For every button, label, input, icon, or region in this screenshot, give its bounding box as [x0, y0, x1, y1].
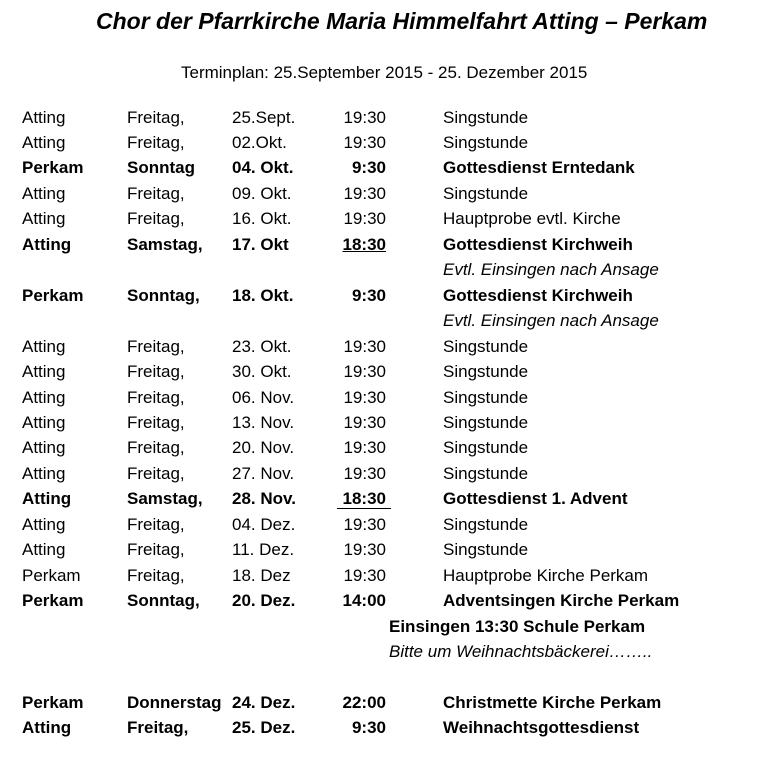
row-event: Singstunde	[443, 438, 529, 457]
row-place: Atting	[22, 108, 66, 127]
row-event: Adventsingen Kirche Perkam	[443, 591, 680, 610]
row-date: 17. Okt	[232, 235, 289, 254]
schedule-subtitle: Terminplan: 25.September 2015 - 25. Dezember 2015	[181, 63, 588, 82]
row-time: 19:30	[343, 566, 386, 585]
row-date: 25. Dez.	[232, 718, 296, 737]
row-place: Atting	[22, 438, 66, 457]
row-event: Gottesdienst Erntedank	[443, 158, 635, 177]
table-row	[0, 690, 768, 715]
row-place: Atting	[22, 515, 66, 534]
row-date: 13. Nov.	[232, 413, 295, 432]
row-time: 22:00	[342, 693, 386, 712]
note-einsingen: Einsingen 13:30 Schule Perkam	[389, 617, 646, 636]
row-date: 28. Nov.	[232, 489, 296, 508]
table-row	[0, 461, 768, 486]
row-place: Perkam	[22, 286, 84, 305]
table-row	[0, 563, 768, 588]
row-event: Singstunde	[443, 413, 529, 432]
row-date: 24. Dez.	[232, 693, 296, 712]
row-event: Gottesdienst Kirchweih	[443, 286, 633, 305]
note-kirchweih-atting: Evtl. Einsingen nach Ansage	[443, 260, 659, 279]
row-date: 04. Okt.	[232, 158, 294, 177]
table-row	[0, 359, 768, 384]
row-day: Freitag,	[127, 718, 189, 737]
row-day: Sonntag,	[127, 286, 200, 305]
row-day: Sonntag,	[127, 591, 200, 610]
row-time: 19:30	[343, 515, 386, 534]
row-day: Freitag,	[127, 566, 185, 585]
row-event: Singstunde	[443, 133, 529, 152]
table-row	[0, 512, 768, 537]
row-day: Freitag,	[127, 337, 185, 356]
row-place: Atting	[22, 718, 72, 737]
table-row	[0, 206, 768, 231]
row-date: 04. Dez.	[232, 515, 296, 534]
row-place: Perkam	[22, 693, 84, 712]
row-day: Samstag,	[127, 489, 203, 508]
table-row	[0, 130, 768, 155]
row-event: Hauptprobe Kirche Perkam	[443, 566, 649, 585]
table-row	[0, 410, 768, 435]
row-time: 19:30	[343, 133, 386, 152]
row-place: Atting	[22, 489, 72, 508]
row-place: Perkam	[22, 566, 81, 585]
row-event: Singstunde	[443, 108, 529, 127]
note-baeckerei: Bitte um Weihnachtsbäckerei……..	[389, 642, 653, 661]
row-time: 9:30	[351, 158, 386, 177]
row-day: Freitag,	[127, 362, 185, 381]
row-time: 9:30	[351, 286, 386, 305]
row-time: 19:30	[343, 108, 386, 127]
row-place: Atting	[22, 388, 66, 407]
row-time: 19:30	[343, 337, 386, 356]
row-place: Atting	[22, 209, 66, 228]
table-row	[0, 155, 768, 180]
row-day: Sonntag	[127, 158, 195, 177]
table-row	[0, 232, 768, 257]
row-date: 27. Nov.	[232, 464, 295, 483]
row-time: 14:00	[342, 591, 386, 610]
row-place: Atting	[22, 184, 66, 203]
row-day: Freitag,	[127, 438, 185, 457]
row-time: 19:30	[343, 438, 386, 457]
table-row	[0, 181, 768, 206]
row-date: 20. Nov.	[232, 438, 295, 457]
row-time: 19:30	[343, 184, 386, 203]
row-event: Weihnachtsgottesdienst	[443, 718, 640, 737]
row-event: Singstunde	[443, 184, 529, 203]
row-event: Hauptprobe evtl. Kirche	[443, 209, 621, 228]
row-date: 16. Okt.	[232, 209, 292, 228]
row-day: Freitag,	[127, 515, 185, 534]
row-event: Gottesdienst Kirchweih	[443, 235, 633, 254]
table-row	[0, 105, 768, 130]
note-kirchweih-perkam: Evtl. Einsingen nach Ansage	[443, 311, 659, 330]
row-place: Atting	[22, 464, 66, 483]
row-date: 09. Okt.	[232, 184, 292, 203]
row-place: Perkam	[22, 158, 84, 177]
table-row	[0, 588, 768, 613]
row-day: Samstag,	[127, 235, 203, 254]
row-place: Atting	[22, 337, 66, 356]
row-date: 18. Okt.	[232, 286, 294, 305]
row-date: 02.Okt.	[232, 133, 287, 152]
row-day: Freitag,	[127, 413, 185, 432]
row-event: Gottesdienst 1. Advent	[443, 489, 628, 508]
row-place: Atting	[22, 413, 66, 432]
row-time: 19:30	[343, 388, 386, 407]
row-event: Singstunde	[443, 515, 529, 534]
row-event: Singstunde	[443, 362, 529, 381]
row-time: 9:30	[351, 718, 386, 737]
table-row	[0, 283, 768, 308]
row-place: Atting	[22, 235, 72, 254]
row-event: Singstunde	[443, 388, 529, 407]
time-underline	[337, 508, 391, 509]
table-row	[0, 715, 768, 740]
row-time: 19:30	[343, 464, 386, 483]
row-day: Freitag,	[127, 464, 185, 483]
row-date: 30. Okt.	[232, 362, 292, 381]
row-day: Freitag,	[127, 184, 185, 203]
row-event: Singstunde	[443, 540, 529, 559]
table-row	[0, 435, 768, 460]
row-time: 19:30	[343, 413, 386, 432]
document-title: Chor der Pfarrkirche Maria Himmelfahrt Atting – Perkam	[96, 8, 708, 34]
row-place: Atting	[22, 362, 66, 381]
table-row	[0, 385, 768, 410]
row-day: Freitag,	[127, 540, 185, 559]
row-place: Perkam	[22, 591, 84, 610]
row-date: 06. Nov.	[232, 388, 295, 407]
row-time: 18:30	[342, 489, 386, 508]
row-event: Christmette Kirche Perkam	[443, 693, 662, 712]
row-event: Singstunde	[443, 464, 529, 483]
table-row	[0, 334, 768, 359]
row-place: Atting	[22, 133, 66, 152]
row-day: Freitag,	[127, 388, 185, 407]
row-date: 11. Dez.	[232, 540, 295, 559]
row-date: 25.Sept.	[232, 108, 296, 127]
row-day: Freitag,	[127, 108, 185, 127]
row-date: 20. Dez.	[232, 591, 296, 610]
row-time: 19:30	[343, 540, 386, 559]
row-day: Donnerstag	[127, 693, 222, 712]
table-row	[0, 537, 768, 562]
row-event: Singstunde	[443, 337, 529, 356]
row-place: Atting	[22, 540, 66, 559]
row-date: 23. Okt.	[232, 337, 292, 356]
row-time: 18:30	[342, 235, 386, 254]
row-time: 19:30	[343, 362, 386, 381]
row-date: 18. Dez	[232, 566, 291, 585]
row-day: Freitag,	[127, 133, 185, 152]
row-day: Freitag,	[127, 209, 185, 228]
row-time: 19:30	[343, 209, 386, 228]
